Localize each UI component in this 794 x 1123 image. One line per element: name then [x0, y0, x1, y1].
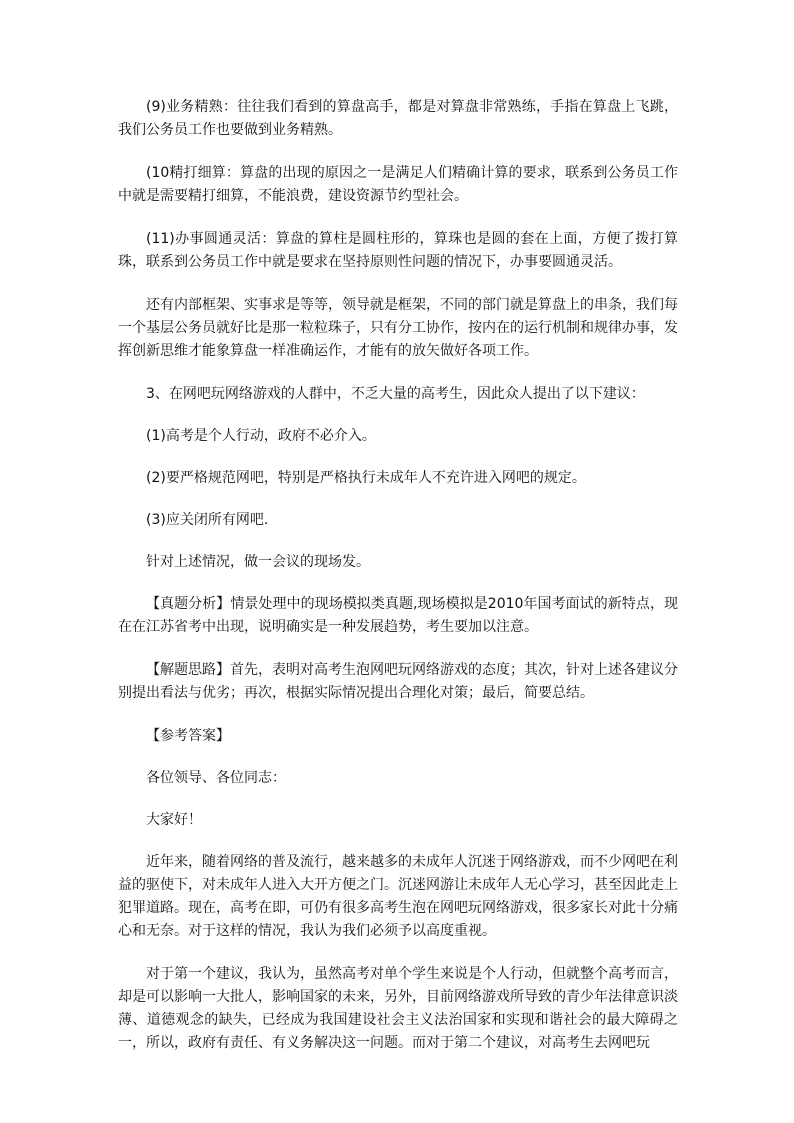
approach-paragraph: 【解题思路】首先，表明对高考生泡网吧玩网络游戏的态度；其次，针对上述各建议分别提出看法与优劣；再次，根据实际情况提出合理化对策；最后，简要总结。	[118, 662, 678, 701]
suggestion-1: (1)高考是个人行动，政府不必介入。	[146, 428, 376, 444]
greeting-audience: 各位领导、各位同志：	[146, 770, 286, 786]
question-3: 3、在网吧玩网络游戏的人群中，不乏大量的高考生，因此众人提出了以下建议：	[146, 386, 645, 402]
task-instruction: 针对上述情况，做一会议的现场发。	[146, 554, 370, 570]
answer-paragraph-1: 近年来，随着网络的普及流行，越来越多的未成年人沉迷于网络游戏，而不少网吧在利益的驱使下，对未成年人进入大开方便之门。沉迷网游让未成年人无心学习，甚至因此走上犯罪道路。现在，高考在即，可仍有很多高考生泡在网吧玩网络游戏，很多家长对此十分痛心和无奈。对于这样的情况，我认为我们必须予以高度重视。	[118, 854, 678, 939]
suggestion-2: (2)要严格规范网吧，特别是严格执行未成年人不充许进入网吧的规定。	[146, 470, 586, 486]
document-body	[118, 96, 678, 1075]
suggestion-3: (3)应关闭所有网吧.	[146, 512, 269, 528]
paragraph-summary: 还有内部框架、实事求是等等，领导就是框架，不同的部门就是算盘上的串条，我们每一个基层公务员就好比是那一粒粒珠子，只有分工协作，按内在的运行机制和规律办事，发挥创新思维才能象算盘一样准确运作，才能有的放矢做好各项工作。	[118, 297, 678, 359]
paragraph-item-9: (9)业务精熟：往往我们看到的算盘高手，都是对算盘非常熟练，手指在算盘上飞跳，我们公务员工作也要做到业务精熟。	[118, 99, 678, 138]
answer-paragraph-2: 对于第一个建议，我认为，虽然高考对单个学生来说是个人行动，但就整个高考而言，却是可以影响一大批人，影响国家的未来，另外，目前网络游戏所导致的青少年法律意识淡薄、道德观念的缺失，已经成为我国建设社会主义法治国家和实现和谐社会的最大障碍之一，所以，政府有责任、有义务解决这一问题。而对于第二个建议，对高考生去网吧玩	[118, 966, 678, 1051]
analysis-paragraph: 【真题分析】情景处理中的现场模拟类真题,现场模拟是2010年国考面试的新特点，现在在江苏省考中出现，说明确实是一种发展趋势，考生要加以注意。	[118, 596, 678, 635]
answer-heading: 【参考答案】	[146, 728, 230, 744]
greeting-hello: 大家好！	[146, 812, 202, 828]
paragraph-item-11: (11)办事圆通灵活：算盘的算柱是圆柱形的，算珠也是圆的套在上面，方便了拨打算珠，联系到公务员工作中就是要求在坚持原则性问题的情况下，办事要圆通灵活。	[118, 231, 678, 270]
paragraph-item-10: (10精打细算：算盘的出现的原因之一是满足人们精确计算的要求，联系到公务员工作中就是需要精打细算，不能浪费，建设资源节约型社会。	[118, 165, 678, 204]
